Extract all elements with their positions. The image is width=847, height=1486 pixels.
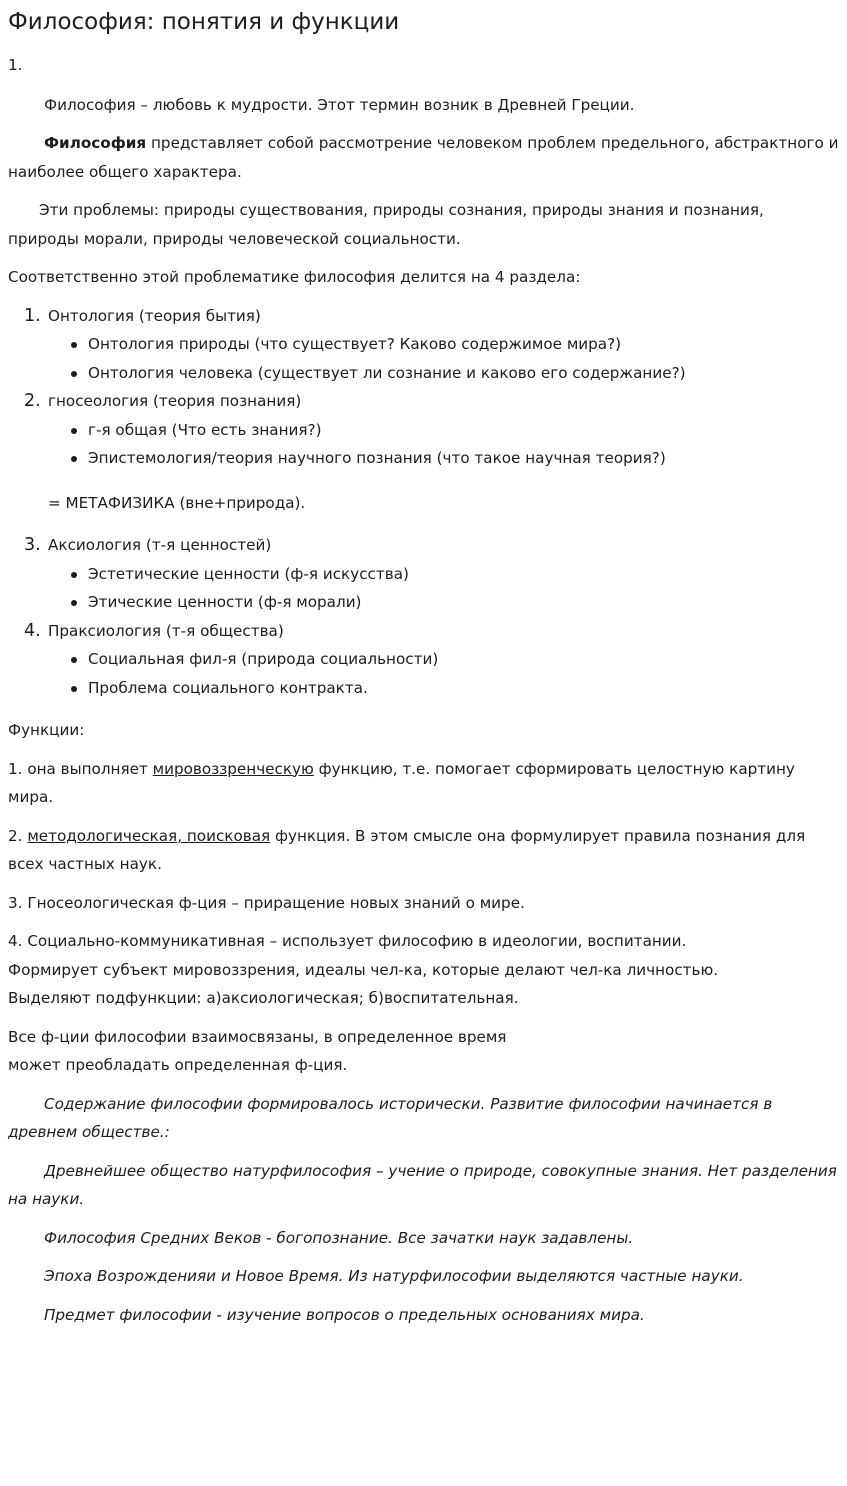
bullet-icon: [71, 657, 77, 663]
subsection-list: [8, 330, 839, 387]
item-number: 1.: [8, 56, 23, 74]
page-title: Философия: понятия и функции: [8, 9, 400, 35]
bullet-icon: [71, 371, 77, 377]
list-item-text: Онтология природы (что существует? Каково содержимое мира?): [88, 335, 622, 353]
list-item: [8, 330, 839, 359]
sections-list: [8, 617, 839, 646]
list-item-text: Онтология человека (существует ли сознание и каково его содержание?): [88, 363, 686, 382]
section-number: 3.: [24, 535, 41, 555]
section-item: [8, 387, 839, 416]
function-text: 4. Социально-коммуникативная – использует философию в идеологии, воспитании.: [8, 932, 687, 950]
function-gnoseological: 3. Гносеологическая ф-ция – приращение новых знаний о мире.: [8, 893, 525, 912]
section-number: 2.: [24, 391, 41, 411]
subsection-list: [8, 416, 839, 473]
history-paragraph: Содержание философии формировалось исторически. Развитие философии начинается в древнем обществе.:: [8, 1094, 773, 1141]
bullet-icon: [71, 686, 77, 692]
list-item-text: Эстетические ценности (ф-я искусства): [88, 564, 409, 583]
section-item: [8, 302, 839, 331]
function-methodological: [8, 822, 839, 879]
functions-heading: Функции:: [8, 721, 85, 739]
function-text: функцию, т.е. помогает сформировать целостную картину мира.: [8, 759, 795, 806]
list-item: [8, 416, 839, 445]
list-item-text: г-я общая (Что есть знания?): [88, 420, 322, 439]
functions-interrelation: [8, 1023, 839, 1080]
intro-description-text: представляет собой рассмотрение человеком проблем предельного, абстрактного и наиболее общего характера.: [8, 134, 839, 181]
subsection-list: [8, 645, 839, 702]
section-label: гносеология (теория познания): [48, 392, 302, 410]
section-label: Праксиология (т-я общества): [48, 621, 284, 640]
subsection-list: [8, 560, 839, 617]
section-label: Онтология (теория бытия): [48, 306, 261, 325]
function-social-communicative: [8, 927, 839, 1013]
function-text: Выделяют подфункции: а)аксиологическая; б)воспитательная.: [8, 989, 519, 1007]
sections-list: [8, 531, 839, 560]
list-item: [8, 560, 839, 589]
section-item: [8, 617, 839, 646]
function-worldview: [8, 755, 839, 812]
intro-sections-lead: Соответственно этой проблематике философия делится на 4 раздела:: [8, 268, 581, 286]
bullet-icon: [71, 428, 77, 434]
function-text: Все ф-ции философии взаимосвязаны, в определенное время: [8, 1027, 507, 1046]
history-paragraph: Эпоха Возрожденияи и Новое Время. Из натурфилософии выделяются частные науки.: [44, 1267, 744, 1285]
sections-list: [8, 302, 839, 331]
sections-list: [8, 387, 839, 416]
history-paragraph: Предмет философии - изучение вопросов о предельных основаниях мира.: [44, 1305, 645, 1324]
list-item: [8, 674, 839, 703]
list-item: [8, 588, 839, 617]
bullet-icon: [71, 600, 77, 606]
function-text: Формирует субъект мировоззрения, идеалы чел-ка, которые делают чел-ка личностью.: [8, 960, 719, 979]
philosophy-term-bold: Философия: [44, 134, 147, 152]
bullet-icon: [71, 456, 77, 462]
function-text: функция. В этом смысле она формулирует правила познания для всех частных наук.: [8, 826, 806, 873]
section-number: 4.: [24, 620, 41, 641]
history-paragraph: Философия Средних Веков - богопознание. Все зачатки наук задавлены.: [44, 1228, 634, 1247]
list-item: [8, 359, 839, 388]
list-item: [8, 645, 839, 674]
intro-problems: Эти проблемы: природы существования, природы сознания, природы знания и познания, природы морали, природы человеческой социальности.: [8, 201, 764, 248]
metaphysics-note: = МЕТАФИЗИКА (вне+природа).: [48, 493, 306, 512]
list-item: [8, 444, 839, 473]
list-item-text: Этические ценности (ф-я морали): [88, 593, 362, 611]
list-item-text: Социальная фил-я (природа социальности): [88, 650, 439, 668]
function-text: может преобладать определенная ф-ция.: [8, 1056, 348, 1074]
function-text: 2.: [8, 826, 28, 845]
intro-description: [8, 129, 839, 186]
function-text: 1. она выполняет: [8, 759, 153, 778]
history-paragraph: Древнейшее общество натурфилософия – учение о природе, совокупные знания. Нет разделения на науки.: [8, 1161, 837, 1208]
list-item-text: Проблема социального контракта.: [88, 678, 368, 697]
list-item-text: Эпистемология/теория научного познания (что такое научная теория?): [88, 449, 666, 467]
function-underlined-term: методологическая, поисковая: [27, 826, 271, 845]
bullet-icon: [71, 342, 77, 348]
bullet-icon: [71, 572, 77, 578]
function-underlined-term: мировоззренческую: [152, 759, 314, 778]
intro-definition: Философия – любовь к мудрости. Этот термин возник в Древней Греции.: [44, 95, 635, 114]
section-item: [8, 531, 839, 560]
section-number: 1.: [24, 305, 41, 326]
section-label: Аксиология (т-я ценностей): [48, 536, 272, 554]
